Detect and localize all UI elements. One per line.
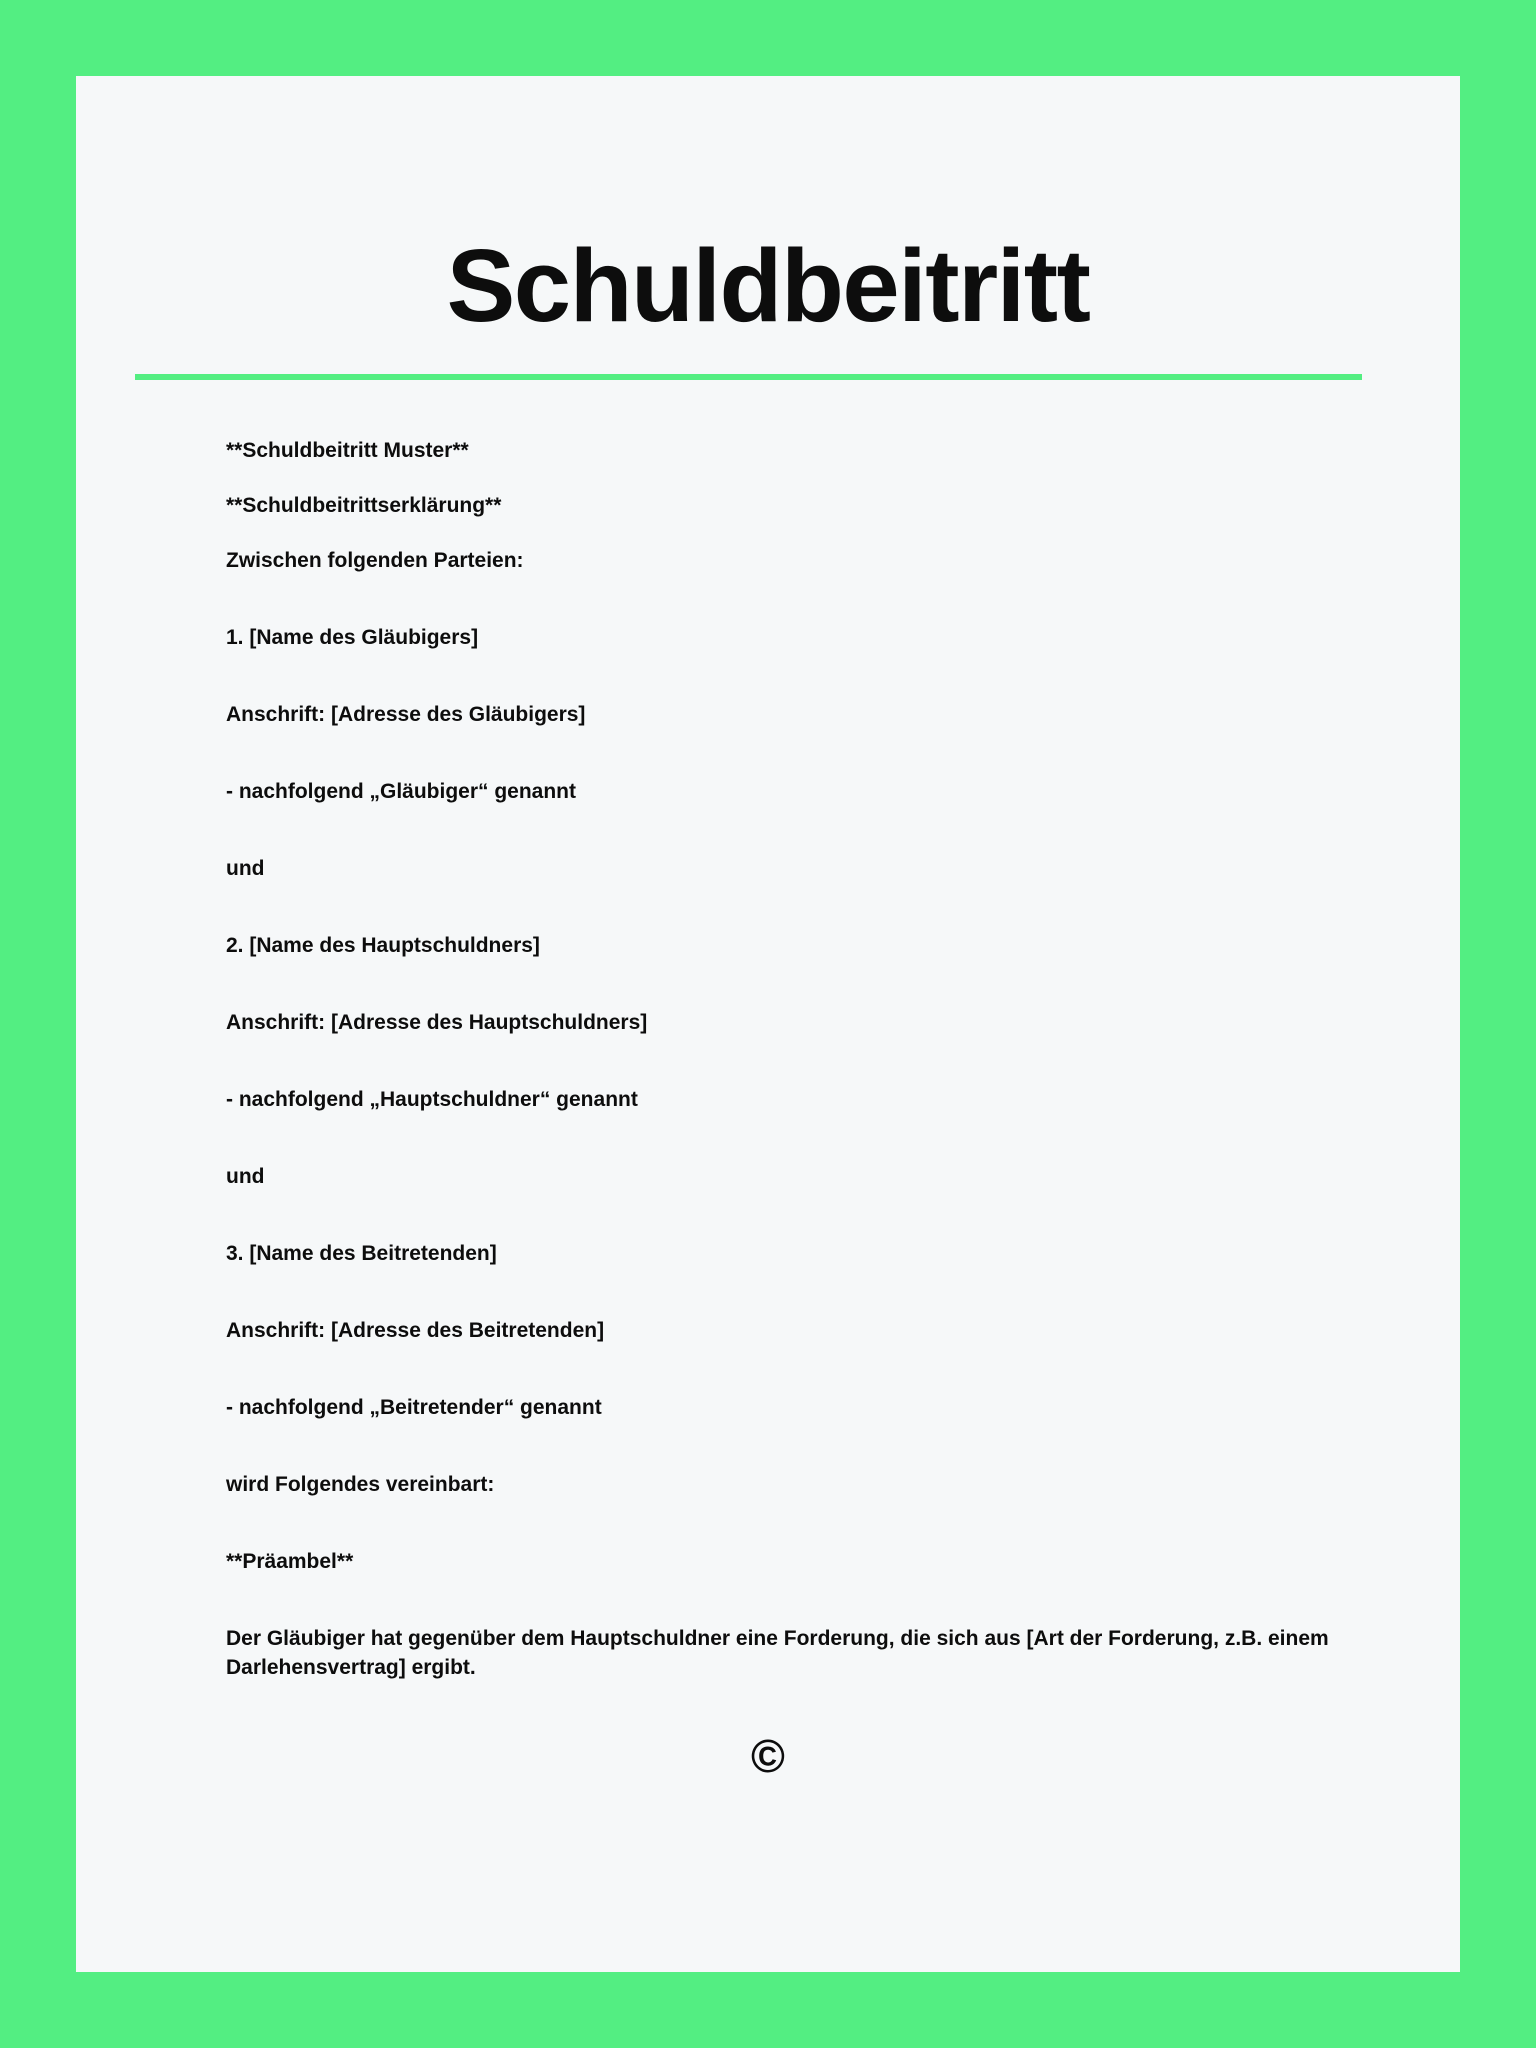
- document-paragraph: Anschrift: [Adresse des Hauptschuldners]: [226, 1011, 648, 1034]
- document-card: [76, 76, 1460, 1972]
- document-paragraph: wird Folgendes vereinbart:: [226, 1473, 495, 1496]
- document-paragraph: 1. [Name des Gläubigers]: [226, 626, 479, 649]
- document-paragraph: 3. [Name des Beitretenden]: [226, 1242, 497, 1265]
- document-paragraph: - nachfolgend „Gläubiger“ genannt: [226, 780, 577, 803]
- document-body: [226, 380, 1352, 1682]
- document-paragraph: Anschrift: [Adresse des Beitretenden]: [226, 1319, 605, 1342]
- document-paragraph: Anschrift: [Adresse des Gläubigers]: [226, 703, 586, 726]
- document-paragraph: - nachfolgend „Beitretender“ genannt: [226, 1396, 602, 1419]
- document-paragraph: Der Gläubiger hat gegenüber dem Hauptschuldner eine Forderung, die sich aus [Art der Forderung, z.B. einem Darlehensvertrag] ergibt.: [226, 1627, 1329, 1679]
- document-paragraph: **Schuldbeitrittserklärung**: [226, 494, 502, 517]
- document-paragraph: und: [226, 1165, 265, 1188]
- document-paragraph: 2. [Name des Hauptschuldners]: [226, 934, 540, 957]
- document-paragraph: Zwischen folgenden Parteien:: [226, 549, 524, 572]
- page-title: Schuldbeitritt: [446, 228, 1090, 343]
- document-paragraph: **Schuldbeitritt Muster**: [226, 439, 469, 462]
- document-paragraph: **Präambel**: [226, 1550, 354, 1573]
- copyright-icon: ©: [751, 1730, 785, 1782]
- document-paragraph: - nachfolgend „Hauptschuldner“ genannt: [226, 1088, 638, 1111]
- copyright-row: [76, 1730, 1460, 1782]
- document-paragraph: und: [226, 857, 265, 880]
